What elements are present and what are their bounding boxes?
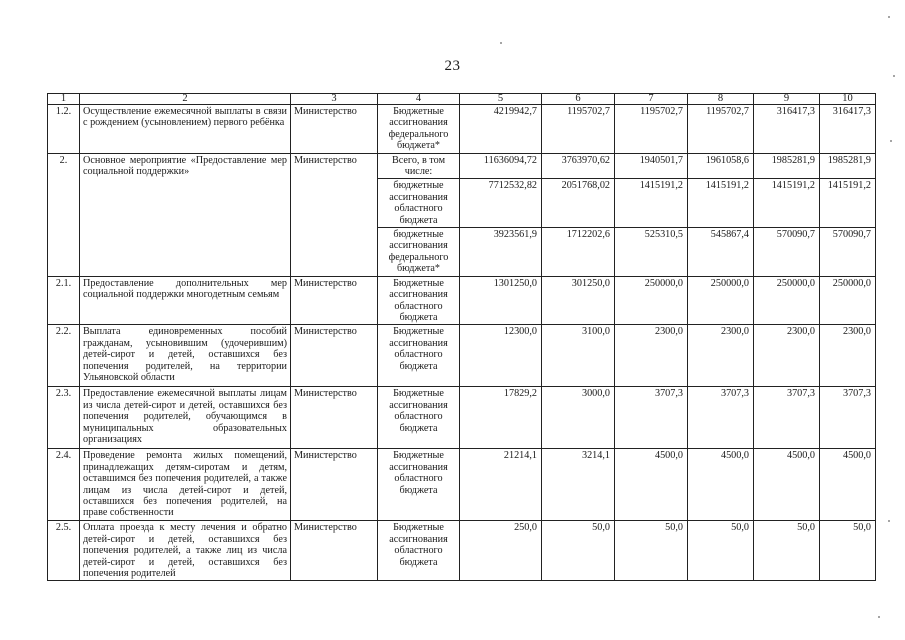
amount-cell: 50,0 <box>542 521 615 581</box>
amount-cell: 1415191,2 <box>754 179 820 228</box>
amount-cell: 2051768,02 <box>542 179 615 228</box>
amount-cell: 4500,0 <box>754 449 820 521</box>
amount-cell: 50,0 <box>754 521 820 581</box>
funding-source: Бюджетные ассигнования областного бюджета <box>378 387 460 449</box>
amount-cell: 4219942,7 <box>460 105 542 154</box>
executor: Министерство <box>291 105 378 154</box>
header-cell: 6 <box>542 94 615 105</box>
amount-cell: 1195702,7 <box>542 105 615 154</box>
amount-cell: 3707,3 <box>820 387 876 449</box>
amount-cell: 1985281,9 <box>820 153 876 179</box>
funding-source: Бюджетные ассигнования областного бюджета <box>378 325 460 387</box>
amount-cell: 4500,0 <box>688 449 754 521</box>
amount-cell: 3214,1 <box>542 449 615 521</box>
scan-speck <box>888 16 890 18</box>
amount-cell: 545867,4 <box>688 228 754 277</box>
amount-cell: 2300,0 <box>754 325 820 387</box>
scan-speck <box>878 616 880 618</box>
amount-cell: 1195702,7 <box>615 105 688 154</box>
row-number: 2.5. <box>48 521 80 581</box>
amount-cell: 3100,0 <box>542 325 615 387</box>
header-cell: 7 <box>615 94 688 105</box>
header-cell: 5 <box>460 94 542 105</box>
header-row <box>48 94 876 105</box>
amount-cell: 12300,0 <box>460 325 542 387</box>
table-row <box>48 325 876 387</box>
header-cell: 2 <box>80 94 291 105</box>
funding-source: бюджетные ассигнования областного бюджета <box>378 179 460 228</box>
scan-speck <box>888 520 890 522</box>
measure-name: Осуществление ежемесячной выплаты в связи с рождением (усыновлением) первого ребёнка <box>80 105 291 154</box>
amount-cell: 1301250,0 <box>460 276 542 325</box>
amount-cell: 21214,1 <box>460 449 542 521</box>
header-cell: 3 <box>291 94 378 105</box>
amount-cell: 1940501,7 <box>615 153 688 179</box>
amount-cell: 7712532,82 <box>460 179 542 228</box>
amount-cell: 4500,0 <box>820 449 876 521</box>
amount-cell: 316417,3 <box>754 105 820 154</box>
funding-source: бюджетные ассигнования федерального бюджета* <box>378 228 460 277</box>
amount-cell: 17829,2 <box>460 387 542 449</box>
amount-cell: 570090,7 <box>820 228 876 277</box>
row-number: 1.2. <box>48 105 80 154</box>
amount-cell: 3707,3 <box>688 387 754 449</box>
amount-cell: 3707,3 <box>754 387 820 449</box>
amount-cell: 4500,0 <box>615 449 688 521</box>
scan-speck <box>890 140 892 142</box>
executor: Министерство <box>291 276 378 325</box>
amount-cell: 11636094,72 <box>460 153 542 179</box>
page-number: 23 <box>444 58 461 74</box>
executor: Министерство <box>291 325 378 387</box>
table-row <box>48 449 876 521</box>
amount-cell: 250000,0 <box>615 276 688 325</box>
header-cell: 9 <box>754 94 820 105</box>
amount-cell: 3000,0 <box>542 387 615 449</box>
funding-source: Бюджетные ассигнования областного бюджета <box>378 449 460 521</box>
executor: Министерство <box>291 387 378 449</box>
amount-cell: 2300,0 <box>615 325 688 387</box>
amount-cell: 50,0 <box>688 521 754 581</box>
amount-cell: 1415191,2 <box>688 179 754 228</box>
amount-cell: 2300,0 <box>688 325 754 387</box>
amount-cell: 1415191,2 <box>820 179 876 228</box>
header-cell: 4 <box>378 94 460 105</box>
amount-cell: 1961058,6 <box>688 153 754 179</box>
scan-speck <box>893 75 895 77</box>
amount-cell: 1415191,2 <box>615 179 688 228</box>
row-number: 2.4. <box>48 449 80 521</box>
executor: Министерство <box>291 153 378 276</box>
budget-table <box>47 93 876 581</box>
amount-cell: 3763970,62 <box>542 153 615 179</box>
amount-cell: 3923561,9 <box>460 228 542 277</box>
funding-source: Бюджетные ассигнования областного бюджета <box>378 521 460 581</box>
table-row <box>48 387 876 449</box>
amount-cell: 316417,3 <box>820 105 876 154</box>
amount-cell: 1712202,6 <box>542 228 615 277</box>
measure-name: Выплата единовременных пособий гражданам, усыновившим (удочерившим) детей-сирот и детей, оставшихся без попечения родителей, на территории Ульяновской области <box>80 325 291 387</box>
table-row <box>48 276 876 325</box>
table-row <box>48 105 876 154</box>
row-number: 2.2. <box>48 325 80 387</box>
amount-cell: 1985281,9 <box>754 153 820 179</box>
measure-name: Проведение ремонта жилых помещений, принадлежащих детям-сиротам и детям, оставшимся без попечения родителей, а также лицам из числа детей-сирот и детей, оставшихся без попечения родителей, на праве собственности <box>80 449 291 521</box>
amount-cell: 50,0 <box>615 521 688 581</box>
amount-cell: 250,0 <box>460 521 542 581</box>
header-cell: 1 <box>48 94 80 105</box>
executor: Министерство <box>291 521 378 581</box>
row-number: 2.3. <box>48 387 80 449</box>
amount-cell: 250000,0 <box>754 276 820 325</box>
amount-cell: 250000,0 <box>688 276 754 325</box>
row-number: 2.1. <box>48 276 80 325</box>
executor: Министерство <box>291 449 378 521</box>
amount-cell: 525310,5 <box>615 228 688 277</box>
table-row <box>48 153 876 179</box>
measure-name: Предоставление дополнительных мер социальной поддержки многодетным семьям <box>80 276 291 325</box>
funding-source: Бюджетные ассигнования федерального бюджета* <box>378 105 460 154</box>
amount-cell: 570090,7 <box>754 228 820 277</box>
header-cell: 10 <box>820 94 876 105</box>
measure-name: Оплата проезда к месту лечения и обратно детей-сирот и детей, оставшихся без попечения родителей, а также лиц из числа детей-сирот и детей, оставшихся без попечения родителей <box>80 521 291 581</box>
amount-cell: 50,0 <box>820 521 876 581</box>
measure-name: Предоставление ежемесячной выплаты лицам из числа детей-сирот и детей, оставшихся без попечения родителей, обучающимся в муниципальных образовательных организациях <box>80 387 291 449</box>
funding-source: Бюджетные ассигнования областного бюджета <box>378 276 460 325</box>
amount-cell: 2300,0 <box>820 325 876 387</box>
scan-speck <box>500 42 502 44</box>
funding-source: Всего, в том числе: <box>378 153 460 179</box>
amount-cell: 3707,3 <box>615 387 688 449</box>
amount-cell: 250000,0 <box>820 276 876 325</box>
row-number: 2. <box>48 153 80 276</box>
amount-cell: 301250,0 <box>542 276 615 325</box>
amount-cell: 1195702,7 <box>688 105 754 154</box>
header-cell: 8 <box>688 94 754 105</box>
measure-name: Основное мероприятие «Предоставление мер социальной поддержки» <box>80 153 291 276</box>
table-row <box>48 521 876 581</box>
